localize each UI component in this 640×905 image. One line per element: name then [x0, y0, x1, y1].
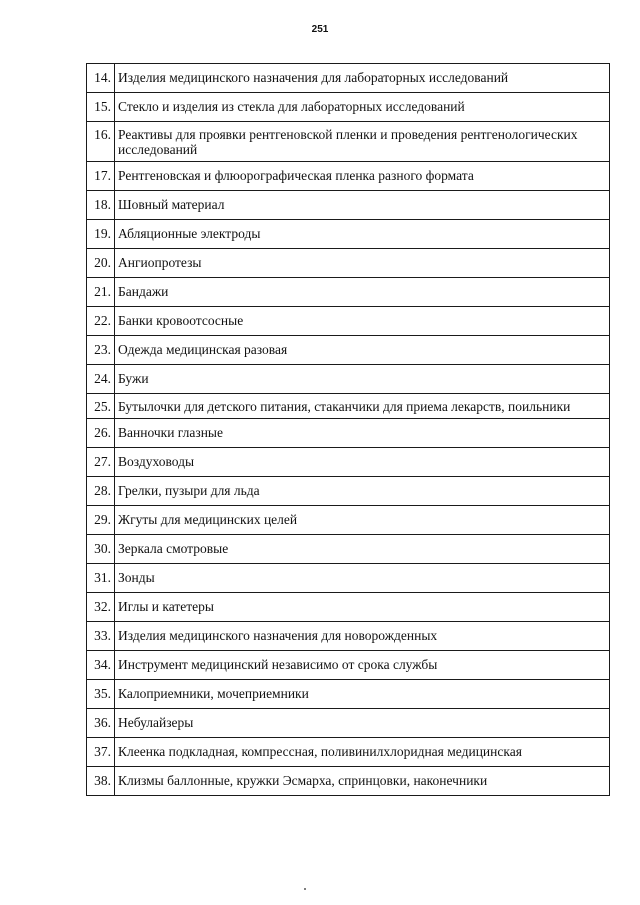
table-row [87, 535, 610, 564]
row-number: 17. [87, 162, 115, 191]
row-number: 28. [87, 477, 115, 506]
row-text: Ангиопротезы [115, 249, 610, 278]
page-number: 251 [311, 24, 329, 35]
table-row [87, 249, 610, 278]
row-number: 19. [87, 220, 115, 249]
table-row [87, 651, 610, 680]
row-number: 20. [87, 249, 115, 278]
row-text: Бандажи [115, 278, 610, 307]
row-text: Жгуты для медицинских целей [115, 506, 610, 535]
table-row [87, 419, 610, 448]
row-text: Бутылочки для детского питания, стаканчики для приема лекарств, поильники [115, 394, 610, 419]
row-text: Ванночки глазные [115, 419, 610, 448]
table-row [87, 162, 610, 191]
table-row [87, 767, 610, 796]
table-row [87, 564, 610, 593]
table-row [87, 365, 610, 394]
row-number: 31. [87, 564, 115, 593]
row-number: 34. [87, 651, 115, 680]
row-text: Иглы и катетеры [115, 593, 610, 622]
row-number: 36. [87, 709, 115, 738]
row-text: Шовный материал [115, 191, 610, 220]
row-text: Воздуховоды [115, 448, 610, 477]
table-row [87, 506, 610, 535]
row-text: Абляционные электроды [115, 220, 610, 249]
table-row [87, 622, 610, 651]
row-text: Небулайзеры [115, 709, 610, 738]
row-text: Реактивы для проявки рентгеновской пленки и проведения рентгенологических исследований [115, 122, 610, 162]
table-row [87, 64, 610, 93]
table-row [87, 220, 610, 249]
row-number: 37. [87, 738, 115, 767]
row-text: Зеркала смотровые [115, 535, 610, 564]
row-number: 35. [87, 680, 115, 709]
row-number: 26. [87, 419, 115, 448]
row-number: 29. [87, 506, 115, 535]
table-row [87, 191, 610, 220]
row-number: 16. [87, 122, 115, 162]
table-row [87, 93, 610, 122]
row-number: 24. [87, 365, 115, 394]
row-text: Зонды [115, 564, 610, 593]
table-row [87, 448, 610, 477]
row-text: Бужи [115, 365, 610, 394]
table-row [87, 278, 610, 307]
table-row [87, 336, 610, 365]
row-text: Инструмент медицинский независимо от срока службы [115, 651, 610, 680]
row-text: Калоприемники, мочеприемники [115, 680, 610, 709]
row-text: Стекло и изделия из стекла для лабораторных исследований [115, 93, 610, 122]
row-text: Изделия медицинского назначения для новорожденных [115, 622, 610, 651]
items-table [86, 63, 610, 796]
row-number: 30. [87, 535, 115, 564]
row-number: 38. [87, 767, 115, 796]
row-number: 25. [87, 394, 115, 419]
table-row [87, 709, 610, 738]
row-text: Банки кровоотсосные [115, 307, 610, 336]
table-row [87, 477, 610, 506]
table-row [87, 394, 610, 419]
items-table-body [87, 64, 610, 796]
table-row [87, 307, 610, 336]
table-row [87, 593, 610, 622]
table-row [87, 680, 610, 709]
row-number: 23. [87, 336, 115, 365]
row-text: Рентгеновская и флюорографическая пленка разного формата [115, 162, 610, 191]
table-row [87, 738, 610, 767]
table-row [87, 122, 610, 162]
row-text: Одежда медицинская разовая [115, 336, 610, 365]
row-number: 14. [87, 64, 115, 93]
row-text: Изделия медицинского назначения для лабораторных исследований [115, 64, 610, 93]
row-text: Грелки, пузыри для льда [115, 477, 610, 506]
row-number: 33. [87, 622, 115, 651]
row-number: 22. [87, 307, 115, 336]
row-number: 27. [87, 448, 115, 477]
scan-speck [304, 888, 306, 890]
row-text: Клеенка подкладная, компрессная, поливинилхлоридная медицинская [115, 738, 610, 767]
row-number: 18. [87, 191, 115, 220]
row-number: 32. [87, 593, 115, 622]
row-text: Клизмы баллонные, кружки Эсмарха, спринцовки, наконечники [115, 767, 610, 796]
row-number: 21. [87, 278, 115, 307]
row-number: 15. [87, 93, 115, 122]
